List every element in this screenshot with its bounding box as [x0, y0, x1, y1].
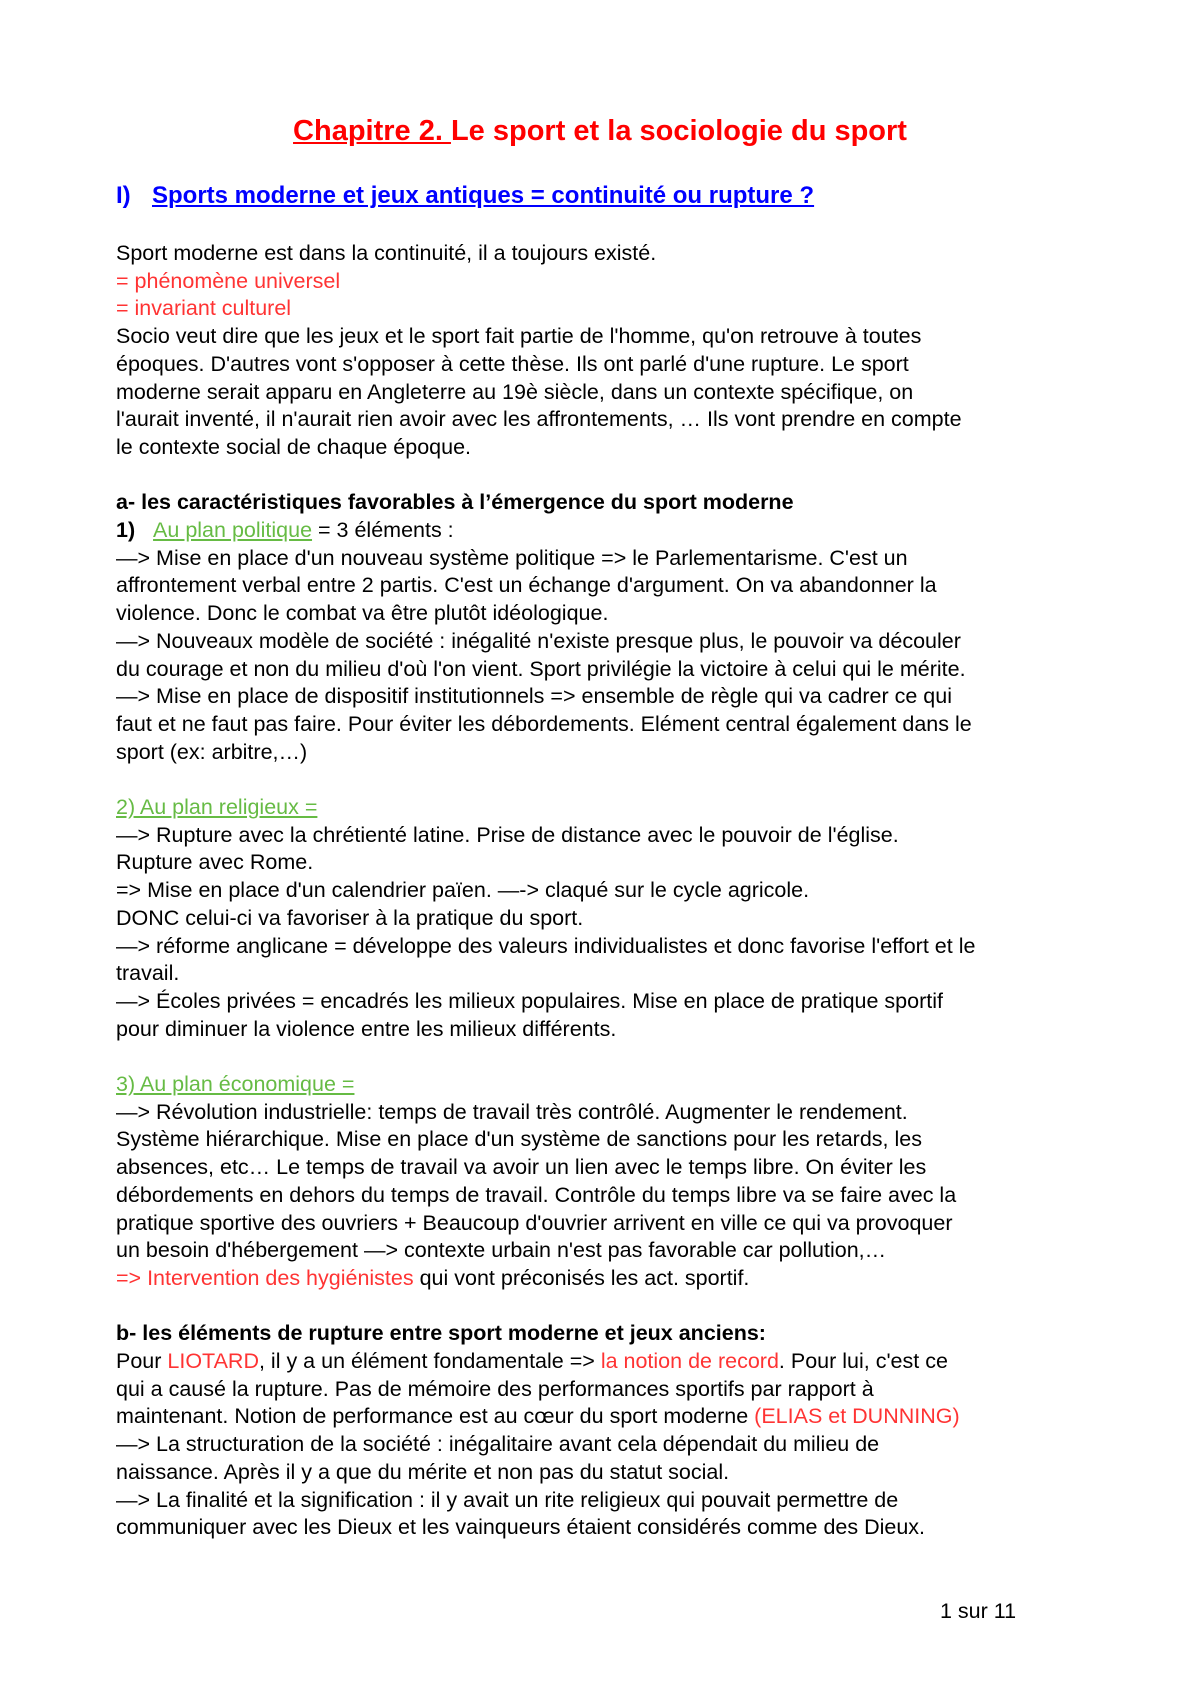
paragraph-line: naissance. Après il y a que du mérite et non pas du statut social. [116, 1459, 730, 1484]
paragraph-line: du courage et non du milieu d'où l'on vient. Sport privilégie la victoire à celui qui le mérite. [116, 656, 966, 681]
paragraph-line: qui a causé la rupture. Pas de mémoire des performances sportifs par rapport à [116, 1376, 874, 1401]
text-span: , il y a un élément fondamentale => [258, 1349, 601, 1374]
subheading-b: b- les éléments de rupture entre sport moderne et jeux anciens: [116, 1321, 766, 1346]
hygienists-rest: qui vont préconisés les act. sportif. [413, 1265, 750, 1290]
elias-dunning-highlight: (ELIAS et DUNNING) [754, 1404, 960, 1429]
religious-heading: 2) Au plan religieux = [116, 795, 318, 820]
subheading-a: a- les caractéristiques favorables à l’émergence du sport moderne [116, 490, 794, 515]
text-span: Pour [116, 1349, 168, 1374]
paragraph-line: l'aurait inventé, il n'aurait rien avoir avec les affrontements, … Ils vont prendre en compte [116, 407, 962, 432]
section-number: I) [116, 182, 131, 209]
spacer [116, 1293, 1116, 1321]
paragraph-line: faut et ne faut pas faire. Pour éviter les débordements. Elément central également dans le [116, 711, 972, 736]
document-body [116, 240, 1116, 1542]
paragraph-line: Socio veut dire que les jeux et le sport fait partie de l'homme, qu'on retrouve à toutes [116, 324, 922, 349]
page-number: 1 sur 11 [940, 1599, 1017, 1623]
paragraph-line: = invariant culturel [116, 296, 292, 321]
paragraph-line: le contexte social de chaque époque. [116, 434, 472, 459]
paragraph-line: communiquer avec les Dieux et les vainqueurs étaient considérés comme des Dieux. [116, 1515, 926, 1540]
paragraph-line [116, 1403, 1116, 1431]
political-number: 1) [116, 518, 136, 543]
paragraph-line: affrontement verbal entre 2 partis. C'est un échange d'argument. On va abandonner la [116, 573, 937, 598]
paragraph-line: —> Écoles privées = encadrés les milieux populaires. Mise en place de pratique sportif [116, 988, 943, 1013]
paragraph-line: pratique sportive des ouvriers + Beaucoup d'ouvrier arrivent en ville ce qui va provoquer [116, 1210, 953, 1235]
paragraph-line: —> Révolution industrielle: temps de travail très contrôlé. Augmenter le rendement. [116, 1099, 908, 1124]
paragraph-line: moderne serait apparu en Angleterre au 19è siècle, dans un contexte spécifique, on [116, 379, 914, 404]
paragraph-line: un besoin d'hébergement —> contexte urbain n'est pas favorable car pollution,… [116, 1238, 887, 1263]
paragraph-line: travail. [116, 961, 180, 986]
paragraph-line: => Mise en place d'un calendrier païen. —-> claqué sur le cycle agricole. [116, 878, 810, 903]
paragraph-line: —> Mise en place d'un nouveau système politique => le Parlementarisme. C'est un [116, 545, 908, 570]
spacer [116, 766, 1116, 794]
paragraph-line: Sport moderne est dans la continuité, il a toujours existé. [116, 241, 657, 265]
economic-heading: 3) Au plan économique = [116, 1072, 355, 1097]
paragraph-line: Système hiérarchique. Mise en place d'un système de sanctions pour les retards, les [116, 1127, 922, 1152]
spacer [116, 1043, 1116, 1071]
paragraph-line: Rupture avec Rome. [116, 850, 314, 875]
chapter-title-number: Chapitre 2. [293, 115, 451, 147]
paragraph-line: = phénomène universel [116, 268, 341, 293]
paragraph-line: —> La finalité et la signification : il y avait un rite religieux qui pouvait permettre de [116, 1487, 899, 1512]
paragraph-line: —> Rupture avec la chrétienté latine. Prise de distance avec le pouvoir de l'église. [116, 822, 899, 847]
paragraph-line: pour diminuer la violence entre les milieux différents. [116, 1016, 617, 1041]
chapter-title [0, 113, 1200, 149]
section-heading [116, 180, 814, 212]
paragraph-line [116, 1348, 1116, 1376]
paragraph-line: —> Nouveaux modèle de société : inégalité n'existe presque plus, le pouvoir va découler [116, 628, 961, 653]
paragraph-line: —> réforme anglicane = développe des valeurs individualistes et donc favorise l'effort et le [116, 933, 976, 958]
liotard-highlight: LIOTARD [167, 1349, 259, 1374]
paragraph-line: époques. D'autres vont s'opposer à cette thèse. Ils ont parlé d'une rupture. Le sport [116, 351, 909, 376]
paragraph-line: sport (ex: arbitre,…) [116, 739, 308, 764]
chapter-title-text: Le sport et la sociologie du sport [450, 115, 907, 147]
political-label: Au plan politique [153, 518, 313, 543]
record-highlight: la notion de record [600, 1349, 779, 1374]
paragraph-line: DONC celui-ci va favoriser à la pratique du sport. [116, 905, 584, 930]
spacer [116, 462, 1116, 490]
section-heading-text: Sports moderne et jeux antiques = continuité ou rupture ? [152, 182, 815, 209]
hygienists-highlight: => Intervention des hygiénistes [116, 1265, 414, 1290]
paragraph-line: —> La structuration de la société : inégalitaire avant cela dépendait du milieu de [116, 1432, 880, 1457]
text-span: . Pour lui, c'est ce [778, 1349, 948, 1374]
text-span: maintenant. Notion de performance est au cœur du sport moderne [116, 1404, 755, 1429]
paragraph-line: violence. Donc le combat va être plutôt idéologique. [116, 601, 609, 626]
paragraph-line: —> Mise en place de dispositif institutionnels => ensemble de règle qui va cadrer ce qui [116, 684, 952, 709]
paragraph-line: absences, etc… Le temps de travail va avoir un lien avec le temps libre. On éviter les [116, 1155, 927, 1180]
paragraph-line: débordements en dehors du temps de travail. Contrôle du temps libre va se faire avec la [116, 1182, 957, 1207]
political-heading [116, 517, 1116, 545]
political-suffix: = 3 éléments : [312, 518, 454, 543]
paragraph-line [116, 1265, 1116, 1293]
